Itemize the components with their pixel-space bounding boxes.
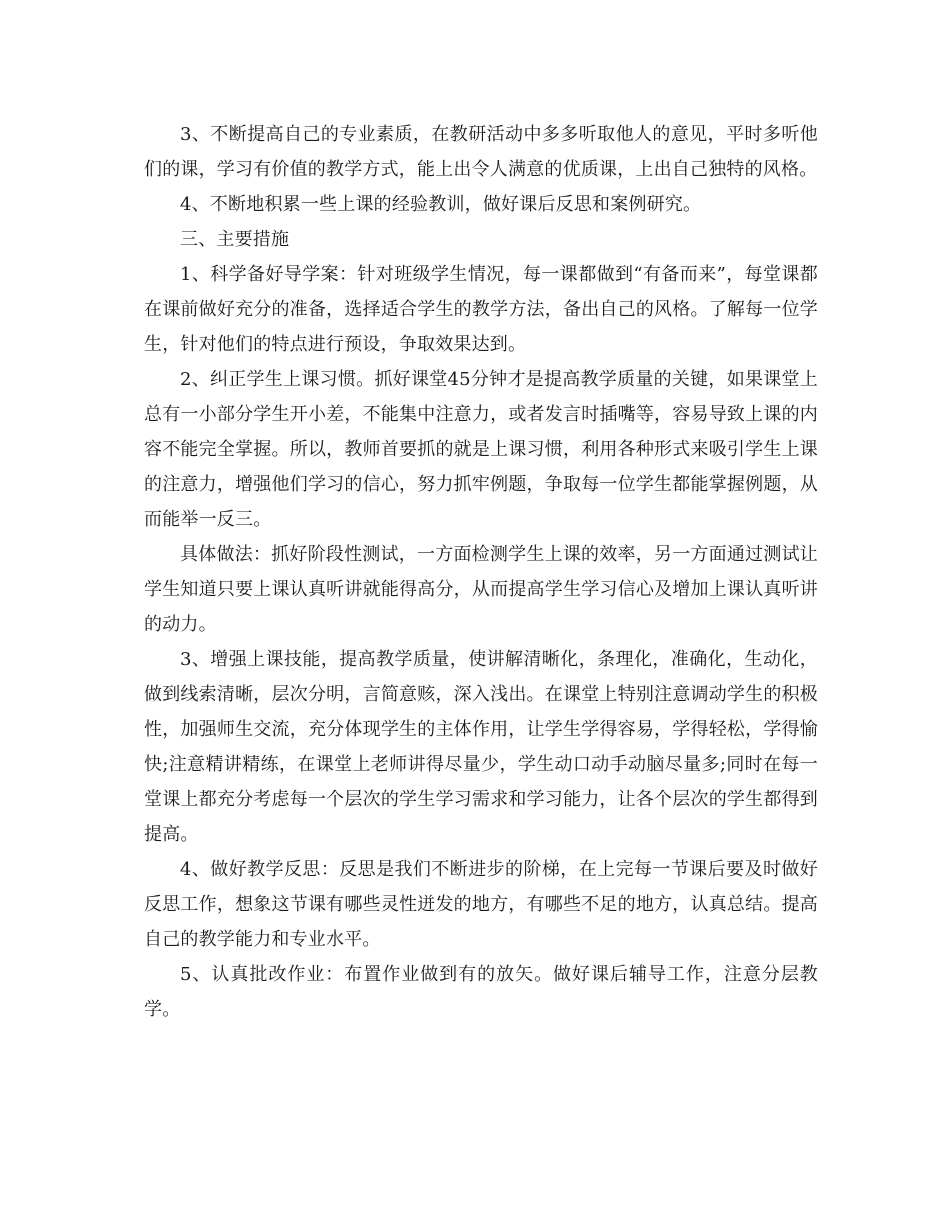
section-heading-measures: 三、主要措施 (180, 229, 290, 250)
paragraph-measure-4: 4、做好教学反思：反思是我们不断进步的阶梯，在上完每一节课后要及时做好反思工作，想象这节课有哪些灵性迸发的地方，有哪些不足的地方，认真总结。提高自己的教学能力和专业水平。 (144, 859, 818, 950)
paragraph-measure-3: 3、增强上课技能，提高教学质量，使讲解清晰化，条理化，准确化，生动化，做到线索清晰，层次分明，言简意赅，深入浅出。在课堂上特别注意调动学生的积极性，加强师生交流，充分体现学生的主体作用，让学生学得容易，学得轻松，学得愉快;注意精讲精练，在课堂上老师讲得尽量少，学生动口动手动脑尽量多;同时在每一堂课上都充分考虑每一个层次的学生学习需求和学习能力，让各个层次的学生都得到提高。 (144, 649, 818, 845)
paragraph-method: 具体做法：抓好阶段性测试，一方面检测学生上课的效率，另一方面通过测试让学生知道只要上课认真听讲就能得高分，从而提高学生学习信心及增加上课认真听讲的动力。 (144, 544, 818, 635)
paragraph-goal-3: 3、不断提高自己的专业素质，在教研活动中多多听取他人的意见，平时多听他们的课，学习有价值的教学方式，能上出令人满意的优质课，上出自己独特的风格。 (144, 124, 818, 180)
paragraph-measure-1: 1、科学备好导学案：针对班级学生情况，每一课都做到“有备而来”，每堂课都在课前做好充分的准备，选择适合学生的教学方法，备出自己的风格。了解每一位学生，针对他们的特点进行预设，争取效果达到。 (144, 264, 818, 355)
paragraph-measure-2: 2、纠正学生上课习惯。抓好课堂45分钟才是提高教学质量的关键，如果课堂上总有一小部分学生开小差，不能集中注意力，或者发言时插嘴等，容易导致上课的内容不能完全掌握。所以，教师首要抓的就是上课习惯，利用各种形式来吸引学生上课的注意力，增强他们学习的信心，努力抓牢例题，争取每一位学生都能掌握例题，从而能举一反三。 (144, 369, 818, 530)
paragraph-goal-4: 4、不断地积累一些上课的经验教训，做好课后反思和案例研究。 (180, 194, 702, 215)
paragraph-measure-5: 5、认真批改作业：布置作业做到有的放矢。做好课后辅导工作，注意分层教学。 (144, 964, 818, 1020)
